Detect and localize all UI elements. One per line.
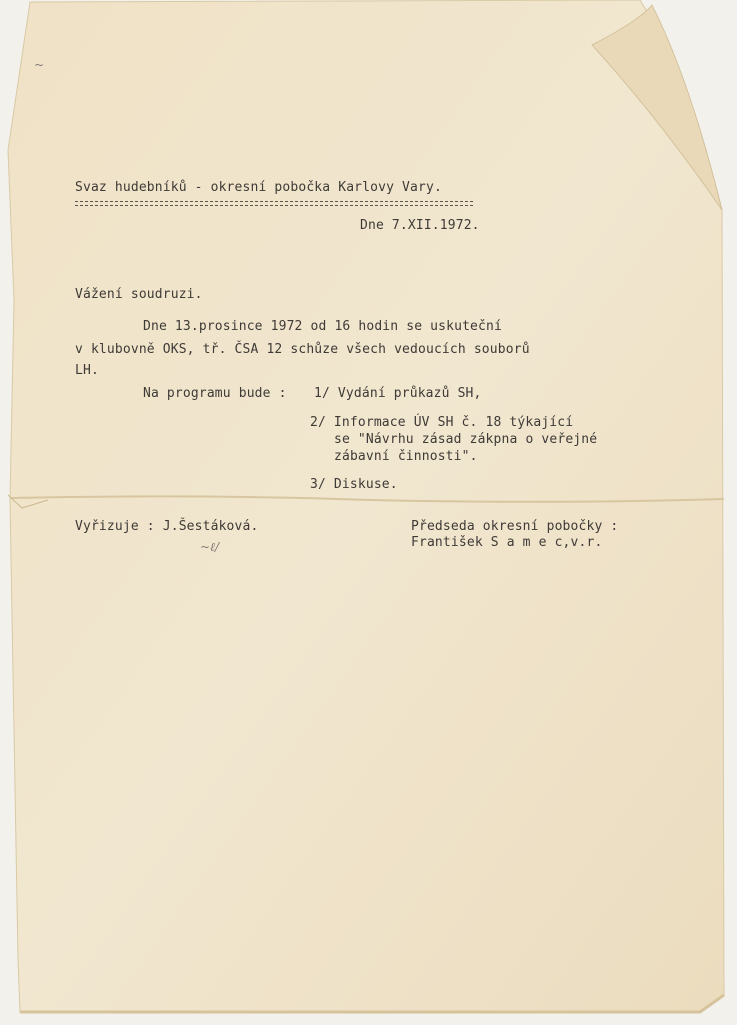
paper-body (8, 0, 724, 1012)
program-intro: Na programu bude : (143, 386, 287, 401)
body-line: LH. (75, 363, 99, 378)
chair-name: František S a m e c,v.r. (411, 535, 603, 550)
program-item-2: 2/ Informace ÚV SH č. 18 týkající (310, 415, 574, 430)
pencil-mark: ~ (34, 58, 45, 72)
heading-underline-2 (75, 205, 473, 206)
pencil-initials: ~ℓ/ (200, 540, 220, 554)
body-line: v klubovně OKS, tř. ČSA 12 schůze všech vedoucích souborů (75, 342, 530, 357)
program-item-1: 1/ Vydání průkazů SH, (314, 386, 482, 401)
letter-date: Dne 7.XII.1972. (360, 218, 480, 233)
salutation: Vážení soudruzi. (75, 287, 203, 302)
program-item-3: 3/ Diskuse. (310, 477, 398, 492)
heading-underline (75, 201, 473, 202)
letter-heading: Svaz hudebníků - okresní pobočka Karlovy Vary. (75, 180, 442, 195)
chair-title: Předseda okresní pobočky : (411, 519, 619, 534)
handled-by: Vyřizuje : J.Šestáková. (75, 519, 259, 534)
program-item-2-line: se "Návrhu zásad zákpna o veřejné (334, 432, 598, 447)
body-line: Dne 13.prosince 1972 od 16 hodin se uskuteční (143, 319, 502, 334)
program-item-2-line: zábavní činnosti". (334, 449, 478, 464)
